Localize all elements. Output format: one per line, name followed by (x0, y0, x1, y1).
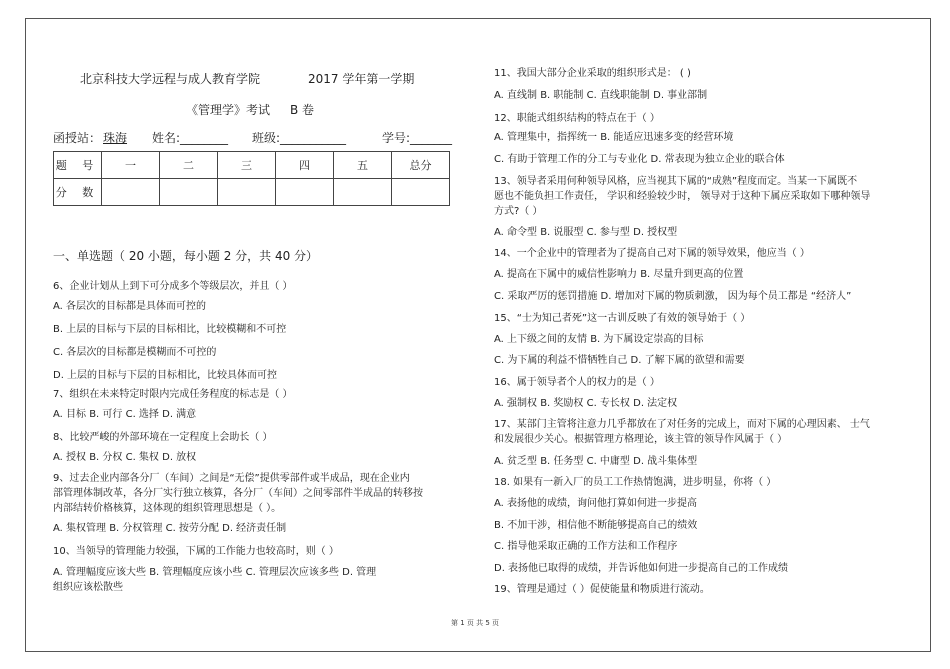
table-cell: 总分 (392, 152, 450, 179)
question-line: 内部结转价格核算，这体现的组织管理思想是（ ）。 (53, 503, 282, 514)
question-line: A. 管理集中，指挥统一 B. 能适应迅速多变的经营环境 (494, 132, 734, 143)
question-line: 14、一个企业中的管理者为了提高自己对下属的领导效果，他应当（ ） (494, 248, 810, 259)
question-line: C. 各层次的目标都是模糊而不可控的 (53, 347, 217, 358)
table-cell: 分 数 (54, 179, 102, 206)
question-line: 18. 如果有一新入厂的员工工作热情饱满，进步明显，你将（ ） (494, 477, 777, 488)
student-id-field[interactable]: 学号:_______ (382, 131, 453, 145)
question-line: 16、属于领导者个人的权力的是（ ） (494, 377, 660, 388)
question-line: D. 上层的目标与下层的目标相比，比较具体而可控 (53, 370, 278, 381)
table-cell: 二 (160, 152, 218, 179)
question-line: A. 提高在下属中的威信性影响力 B. 尽量升到更高的位置 (494, 269, 744, 280)
score-input-cell[interactable] (218, 179, 276, 206)
score-input-cell[interactable] (102, 179, 160, 206)
score-input-cell[interactable] (160, 179, 218, 206)
table-cell: 三 (218, 152, 276, 179)
score-header-row (54, 152, 450, 179)
question-line: A. 直线制 B. 职能制 C. 直线职能制 D. 事业部制 (494, 90, 708, 101)
question-line: A. 贫乏型 B. 任务型 C. 中庸型 D. 战斗集体型 (494, 456, 698, 467)
school-name: 北京科技大学远程与成人教育学院 (80, 72, 261, 86)
question-line: 和发展很少关心。根据管理方格理论，该主管的领导作风属于（ ） (494, 434, 788, 445)
station-label: 函授站： (53, 131, 102, 145)
table-cell: 一 (102, 152, 160, 179)
question-line: 8、比较严峻的外部环境在一定程度上会助长（ ） (53, 432, 273, 443)
page-footer: 第 1 页 共 5 页 (450, 619, 500, 627)
question-line: 6、企业计划从上到下可分成多个等级层次，并且（ ） (53, 281, 293, 292)
score-input-cell[interactable] (276, 179, 334, 206)
question-line: A. 目标 B. 可行 C. 选择 D. 满意 (53, 409, 197, 420)
exam-title: 《管理学》考试 (186, 103, 271, 117)
question-line: A. 上下级之间的友情 B. 为下属设定崇高的目标 (494, 334, 704, 345)
question-line: 部管理体制改革，各分厂实行独立核算，各分厂（车间）之间零部件半成品的转移按 (53, 488, 423, 499)
table-cell: 五 (334, 152, 392, 179)
question-line: 愿也不能负担工作责任， 学识和经验较少时， 领导对于这种下属应采取如下哪种领导 (494, 191, 871, 202)
question-line: 19、管理是通过（ ）促使能量和物质进行流动。 (494, 584, 710, 595)
question-line: 10、当领导的管理能力较强，下属的工作能力也较高时，则（ ） (53, 546, 339, 557)
station-value: 珠海 (103, 131, 128, 145)
question-line: 11、我国大部分企业采取的组织形式是： ( ) (494, 68, 691, 79)
paper-label: B 卷 (290, 103, 315, 117)
score-input-cell[interactable] (334, 179, 392, 206)
question-line: A. 授权 B. 分权 C. 集权 D. 放权 (53, 452, 197, 463)
question-line: A. 强制权 B. 奖励权 C. 专长权 D. 法定权 (494, 398, 678, 409)
table-cell: 题 号 (54, 152, 102, 179)
question-line: A. 集权管理 B. 分权管理 C. 按劳分配 D. 经济责任制 (53, 523, 287, 534)
question-line: B. 上层的目标与下层的目标相比，比较模糊和不可控 (53, 324, 287, 335)
question-line: A. 管理幅度应该大些 B. 管理幅度应该小些 C. 管理层次应该多些 D. 管理 (53, 567, 377, 578)
section-heading: 一、单选题（ 20 小题，每小题 2 分，共 40 分） (53, 249, 319, 263)
question-line: 13、领导者采用何种领导风格，应当视其下属的“成熟”程度而定。当某一下属既不 (494, 176, 858, 187)
question-line: 12、职能式组织结构的特点在于（ ） (494, 113, 660, 124)
question-line: C. 有助于管理工作的分工与专业化 D. 常表现为独立企业的联合体 (494, 154, 785, 165)
question-line: C. 采取严厉的惩罚措施 D. 增加对下属的物质刺激， 因为每个员工都是 “经济人” (494, 291, 852, 302)
question-line: C. 为下属的利益不惜牺牲自己 D. 了解下属的欲望和需要 (494, 355, 745, 366)
question-line: 7、组织在未来特定时限内完成任务程度的标志是（ ） (53, 389, 293, 400)
question-line: 15、“士为知己者死”这一古训反映了有效的领导始于（ ） (494, 313, 751, 324)
question-line: D. 表扬他已取得的成绩，并告诉他如何进一步提高自己的工作成绩 (494, 563, 789, 574)
question-line: C. 指导他采取正确的工作方法和工作程序 (494, 541, 678, 552)
score-table (53, 151, 450, 206)
table-cell: 四 (276, 152, 334, 179)
question-line: B. 不加干涉，相信他不断能够提高自己的绩效 (494, 520, 698, 531)
question-line: 组织应该松散些 (53, 582, 123, 593)
question-line: 9、过去企业内部各分厂（车间）之间是“无偿”提供零部件或半成品，现在企业内 (53, 473, 410, 484)
score-input-cell[interactable] (392, 179, 450, 206)
score-value-row (54, 179, 450, 206)
question-line: 17、某部门主管将注意力几乎都放在了对任务的完成上，而对下属的心理因素、 士气 (494, 419, 870, 430)
question-line: A. 表扬他的成绩，询问他打算如何进一步提高 (494, 498, 698, 509)
question-line: A. 各层次的目标都是具体而可控的 (53, 301, 207, 312)
term-label: 2017 学年第一学期 (308, 72, 415, 86)
question-line: A. 命令型 B. 说服型 C. 参与型 D. 授权型 (494, 227, 678, 238)
class-field[interactable]: 班级:___________ (252, 131, 347, 145)
question-line: 方式?（ ） (494, 206, 543, 217)
name-field[interactable]: 姓名:________ (152, 131, 229, 145)
